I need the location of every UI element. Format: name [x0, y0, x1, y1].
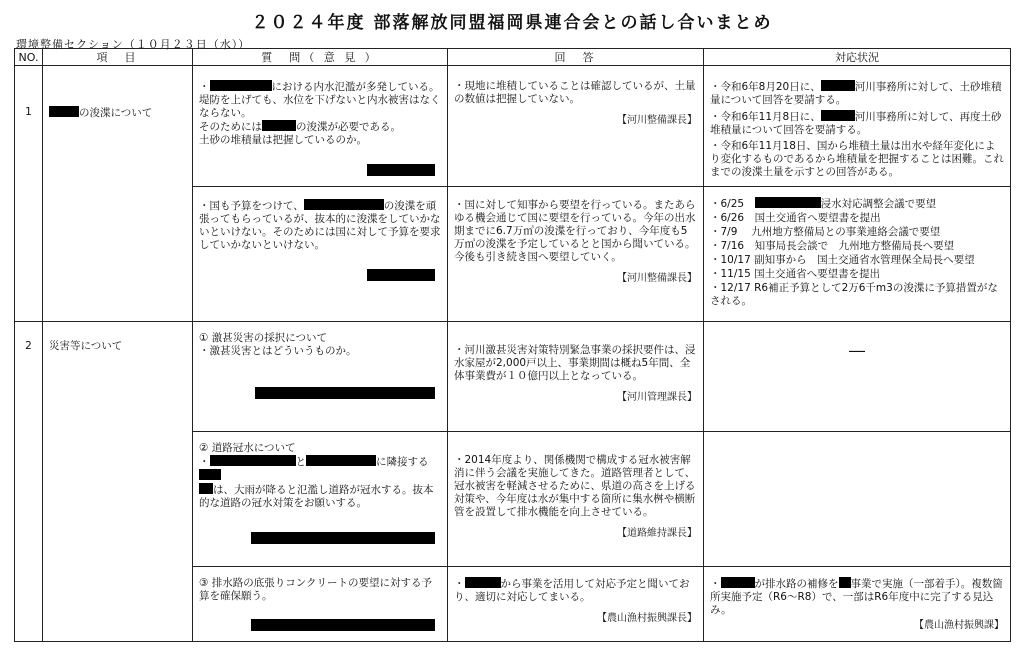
redaction — [304, 199, 384, 210]
question-text: そのためには — [199, 121, 262, 133]
item-label: 災害等について — [43, 322, 193, 642]
status-item: ・12/17 R6補正予算として2万6千m3の浚渫に予算措置がなされる。 — [710, 282, 998, 307]
redaction — [49, 106, 79, 117]
document-title: ２０２４年度 部落解放同盟福岡県連合会との話し合いまとめ — [251, 13, 773, 33]
department-label: 【河川管理課長】 — [617, 392, 697, 403]
answer-text: ・河川激甚災害対策特別緊急事業の採択要件は、浸水家屋が2,000戸以上、事業期間は概ね5年間、全体事業費が１０億円以上となっている。 — [454, 344, 696, 382]
department-label: 【農山漁村振興課】 — [914, 620, 1004, 631]
question-text: の浚渫が必要である。 — [296, 121, 401, 133]
table-row — [15, 66, 1011, 187]
redaction — [251, 532, 435, 544]
redaction — [367, 164, 435, 176]
question-title: ② 道路冠水について — [199, 442, 296, 454]
redaction — [721, 577, 755, 588]
meeting-summary-table — [14, 48, 1011, 642]
question-cell: ・ における内水氾濫が多発している。堤防を上げても、水位を下げないと内水被害はなくならない。 そのためには の浚渫が必要である。 土砂の堆積量は把握しているのか。 — [193, 66, 448, 187]
redaction — [255, 387, 435, 399]
question-title: ③ 排水路の底張りコンクリートの要望に対する予算を確保願う。 — [199, 577, 433, 602]
status-item: ・令和6年11月18日、国から堆積土量は出水や経年変化により変化するものであるから堆積量を把握することは困難。これまでの浚渫土量を示すとの回答がある。 — [710, 140, 1004, 178]
header-question: 質 問（ 意 見 ） — [193, 49, 448, 66]
redaction — [755, 197, 821, 208]
question-text: 土砂の堆積量は把握しているのか。 — [199, 134, 367, 146]
question-title: ① 激甚災害の採択について — [199, 332, 328, 344]
redaction — [199, 483, 213, 494]
status-item: ・7/16 知事局長会談で 九州地方整備局長へ要望 — [710, 240, 955, 252]
redaction — [465, 577, 501, 588]
header-answer: 回 答 — [448, 49, 704, 66]
status-item: ・7/9 九州地方整備局との事業連絡会議で要望 — [710, 226, 941, 238]
table-row — [15, 322, 1011, 432]
question-cell — [193, 187, 448, 322]
redaction — [262, 120, 296, 131]
answer-cell — [448, 66, 704, 187]
answer-cell — [448, 432, 704, 567]
redaction — [367, 269, 435, 281]
status-cell — [704, 187, 1011, 322]
answer-text: ・国に対して知事から要望を行っている。またあらゆる機会通じて国に要望を行っている。今年の出水期までに6.7万㎥の浚渫を行っており、今年度も5万㎥の浚渫を予定しているとと国から聞いている。今後も引き続き国へ要望していく。 — [454, 199, 696, 263]
answer-text: ・2014年度より、関係機関で構成する冠水被害解消に伴う会議を実施してきた。道路管理者として、冠水被害を軽減させるために、県道の高さを上げる対策や、今年度は水が集中する箇所に集水桝や横断管を設置して排水機能を向上させている。 — [454, 454, 696, 518]
redaction — [306, 455, 376, 466]
status-cell — [704, 432, 1011, 567]
question-text: の浚渫を頑張ってもらっているが、抜本的に浚渫をしていかないといけない。そのためには国に対して予算を要求していかないといけない。 — [199, 200, 441, 251]
status-item: ・令和6年11月8日に、 河川事務所に対して、再度土砂堆積量について回答を要請する。 — [710, 111, 1002, 136]
department-label: 【河川整備課長】 — [617, 273, 697, 284]
answer-cell: ・ から事業を活用して対応予定と聞いており、適切に対応してまいる。 【農山漁村振興課長】 — [448, 567, 704, 642]
status-item: ・令和6年8月20日に、 河川事務所に対して、土砂堆積量について回答を要請する。 — [710, 81, 1002, 106]
answer-cell — [448, 187, 704, 322]
answer-cell — [448, 322, 704, 432]
redaction — [210, 80, 272, 91]
row-number: 1 — [15, 66, 43, 322]
redaction — [199, 469, 221, 480]
redaction — [210, 455, 296, 466]
question-cell — [193, 322, 448, 432]
status-item: ・11/15 国土交通省へ要望書を提出 — [710, 268, 881, 280]
item-cell — [43, 66, 193, 322]
header-no: NO. — [15, 49, 43, 66]
question-text: における内水氾濫が多発している。堤防を上げても、水位を下げないと内水被害はなくならない。 — [199, 81, 441, 119]
redaction — [251, 619, 435, 631]
department-label: 【道路維持課長】 — [617, 528, 697, 539]
status-item: ・6/26 国土交通省へ要望書を提出 — [710, 212, 881, 224]
redaction — [839, 577, 851, 588]
department-label: 【河川整備課長】 — [617, 115, 697, 126]
item-label: の浚渫について — [79, 107, 153, 119]
header-row — [15, 49, 1011, 66]
header-status: 対応状況 — [704, 49, 1011, 66]
question-cell: ② 道路冠水について ・ と に隣接する は、大雨が降ると氾濫し道路が冠水する。抜本的な道路の冠水対策をお願いする。 — [193, 432, 448, 567]
row-number: 2 — [15, 322, 43, 642]
question-text: は、大雨が降ると氾濫し道路が冠水する。抜本的な道路の冠水対策をお願いする。 — [199, 484, 434, 509]
department-label: 【農山漁村振興課長】 — [597, 613, 697, 624]
redaction — [821, 110, 855, 121]
header-item: 項 目 — [43, 49, 193, 66]
question-text: ・激甚災害とはどういうものか。 — [199, 345, 357, 357]
status-cell — [704, 322, 1011, 432]
status-cell: ・ が排水路の補修を 事業で実施（一部着手）。複数箇所実施予定（R6～R8）で、一部はR6年度中に完了する見込み。 【農山漁村振興課】 — [704, 567, 1011, 642]
question-cell — [193, 567, 448, 642]
answer-text: から事業を活用して対応予定と聞いており、適切に対応してまいる。 — [454, 578, 690, 603]
question-text: ・国も予算をつけて、 — [199, 200, 304, 212]
section-label: 環境整備セクション（１０月２３日（水）） — [16, 38, 251, 51]
status-item: ・10/17 副知事から 国土交通省水管理保全局長へ要望 — [710, 254, 975, 266]
status-cell — [704, 66, 1011, 187]
answer-text: ・現地に堆積していることは確認しているが、土量の数値は把握していない。 — [454, 80, 696, 105]
status-text: ― — [849, 341, 865, 360]
redaction — [821, 80, 855, 91]
status-item: ・6/25 浸水対応調整会議で要望 — [710, 198, 937, 210]
status-text: 事業で実施（一部着手）。複数箇所実施予定（R6～R8）で、一部はR6年度中に完了する見込み。 — [710, 578, 1003, 616]
